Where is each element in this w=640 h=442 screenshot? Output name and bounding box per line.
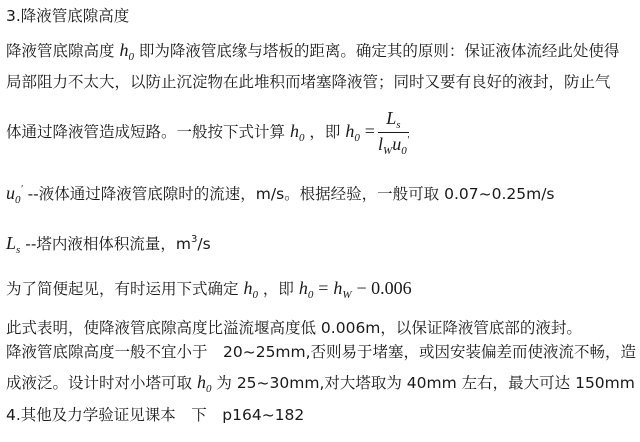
- simple-formula-lhs: $h_0$: [298, 278, 314, 301]
- simple-formula-constant: − 0.006: [356, 278, 412, 298]
- symbol-h0: $h_0$: [243, 278, 258, 301]
- para1-line2: 局部阻力不太大，以防止沉淀物在此堆积而堵塞降液管；同时又要有良好的液封，防止气: [6, 73, 611, 91]
- para1-line3: [6, 121, 375, 148]
- simple-text-a: 为了简便起见，有时运用下式确定: [6, 280, 239, 298]
- fraction-numerator: $L_s$: [378, 108, 409, 133]
- simple-formula-equals: =: [318, 278, 329, 298]
- formula-equals: =: [364, 121, 375, 141]
- symbol-h0: $h_0$: [289, 121, 305, 144]
- simplified-formula-line: [6, 278, 412, 305]
- u0-description: [6, 180, 555, 210]
- para2-line1: 此式表明，使降液管底隙高度比溢流堰高度低 0.006m，以保证降液管底部的液封。: [6, 319, 582, 337]
- formula-lhs-h0: $h_0$: [345, 121, 360, 144]
- simple-text-b: ，即: [262, 280, 294, 298]
- section-4-title: 4.其他及力学验证见课本 下 p164~182: [6, 406, 305, 424]
- ls-description-text: --塔内液相体积流量，$m^3/s$: [25, 234, 211, 253]
- para1-text-d: ，即: [309, 123, 341, 141]
- para2-line3-text-b: 为 25~30mm,对大塔取为 40mm 左右，最大可达 150mm: [216, 374, 635, 392]
- section-3-title: 3.降液管底隙高度: [6, 7, 130, 25]
- para2-line3: [6, 372, 635, 399]
- para1-text-a: 降液管底隙高度: [6, 42, 115, 60]
- para1-line1: [6, 40, 619, 67]
- symbol-u0-prime: $u_0'$: [6, 183, 23, 206]
- simple-formula-hw: $h_W$: [333, 278, 352, 301]
- formula-fraction: [378, 108, 409, 157]
- symbol-ls: $L_s$: [6, 233, 21, 256]
- para1-text-b: 即为降液管底缘与塔板的距离。确定其的原则：保证液体流经此处使得: [138, 42, 620, 60]
- para2-line3-text-a: 成液泛。设计时对小塔可取: [6, 374, 193, 392]
- symbol-h0: $h_0$: [196, 372, 212, 395]
- fraction-denominator: $l_Wu_0'$: [378, 134, 409, 157]
- para2-line2: 降液管底隙高度一般不宜小于 20~25mm,否则易于堵塞，或因安装偏差而使液流不畅，造: [6, 343, 637, 361]
- symbol-h0: $h_0$: [119, 40, 134, 63]
- u0-description-text: --液体通过降液管底隙时的流速，m/s。根据经验，一般可取 0.07~0.25m/s: [27, 185, 555, 203]
- para1-text-c: 体通过降液管造成短路。一般按下式计算: [6, 123, 286, 141]
- ls-description: [6, 230, 211, 260]
